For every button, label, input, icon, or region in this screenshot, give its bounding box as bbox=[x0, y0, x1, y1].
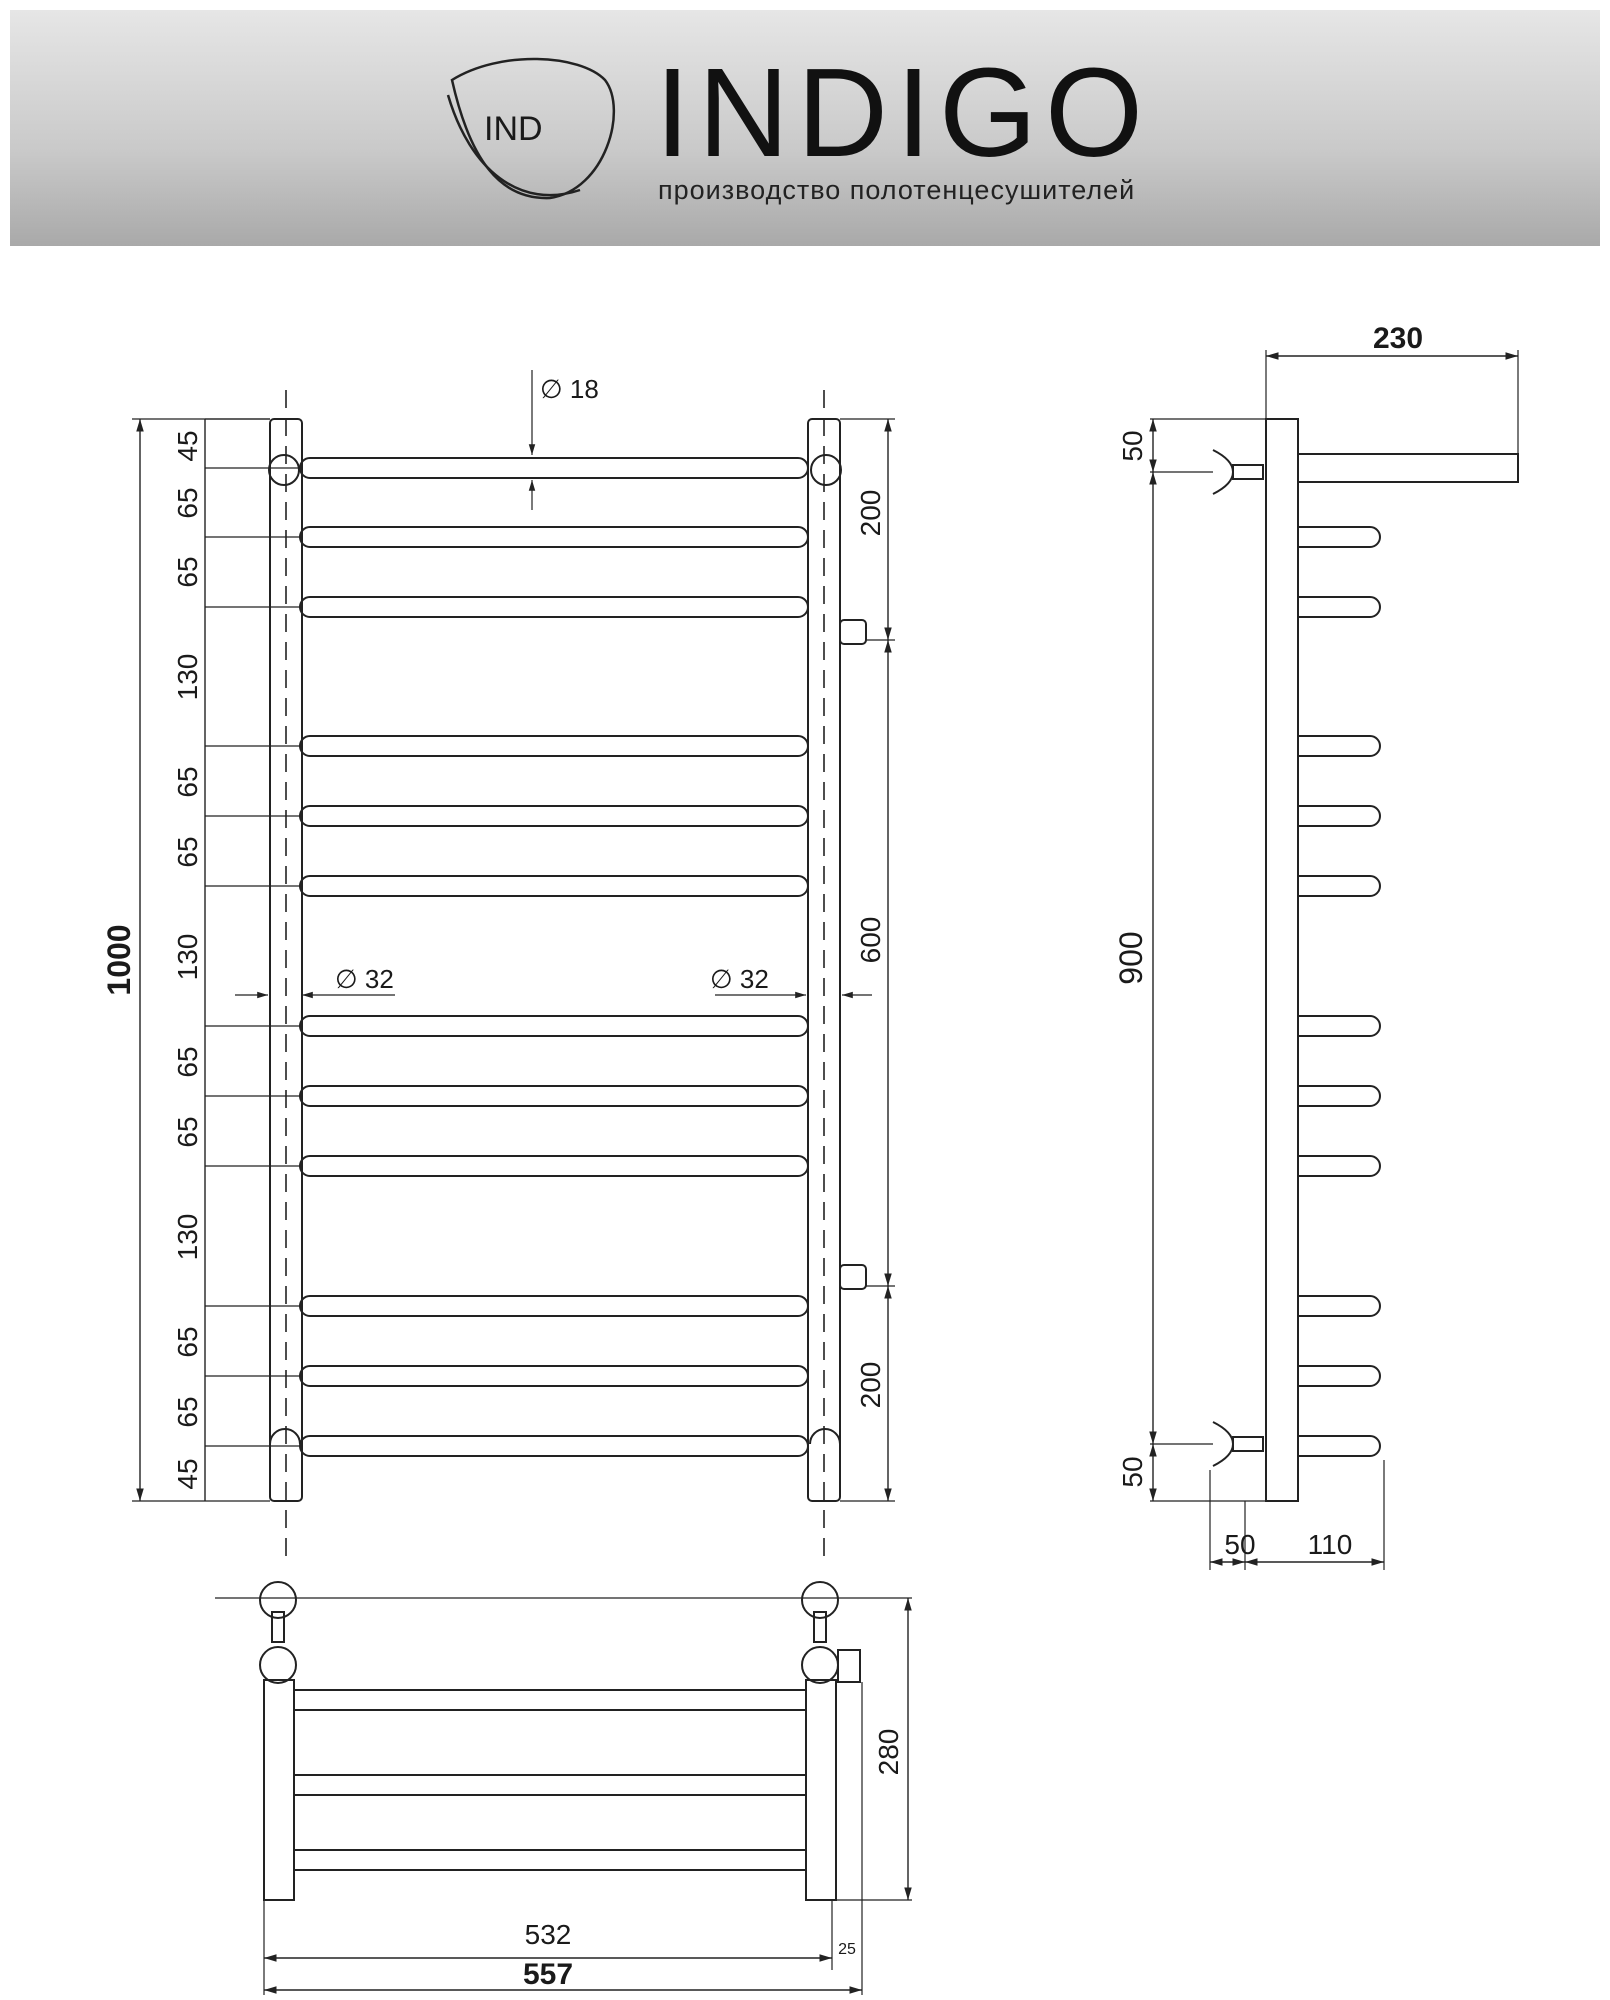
top-view-rail bbox=[294, 1690, 806, 1710]
offset-bottom-label: 50 bbox=[1117, 1456, 1148, 1488]
front-view bbox=[132, 370, 895, 1560]
spacing-label: 65 bbox=[172, 1396, 203, 1428]
rail-diameter-label: ∅ 18 bbox=[540, 374, 599, 404]
top-view-post-left bbox=[264, 1680, 294, 1900]
rail bbox=[300, 1296, 808, 1316]
spacing-label: 65 bbox=[172, 836, 203, 868]
rail bbox=[300, 1366, 808, 1386]
connection-top-label: 200 bbox=[855, 489, 886, 537]
rail-depth-label: 110 bbox=[1307, 1529, 1353, 1560]
wall-bracket bbox=[1213, 450, 1263, 1466]
depth-total-label: 230 bbox=[1372, 322, 1424, 355]
rail bbox=[300, 876, 808, 896]
rail bbox=[300, 597, 808, 617]
connection-bottom-label: 200 bbox=[855, 1361, 886, 1409]
top-view-labels bbox=[523, 1729, 904, 1991]
spacing-label: 65 bbox=[172, 766, 203, 798]
top-view-rail bbox=[294, 1850, 806, 1870]
logo-monogram: IND bbox=[484, 110, 543, 148]
top-height-label: 280 bbox=[873, 1728, 904, 1776]
rail bbox=[300, 1086, 808, 1106]
spacing-label: 65 bbox=[172, 1046, 203, 1078]
spacing-label: 65 bbox=[172, 556, 203, 588]
side-post bbox=[1266, 419, 1298, 1501]
width-total-label: 557 bbox=[522, 1958, 574, 1991]
side-rails bbox=[1298, 527, 1380, 1456]
spacing-label: 65 bbox=[172, 1326, 203, 1358]
spacing-label: 45 bbox=[172, 430, 203, 462]
connection-middle-label: 600 bbox=[855, 916, 886, 964]
brand-tagline: производство полотенцесушителей bbox=[658, 175, 1136, 205]
rail bbox=[300, 527, 808, 547]
connection-fitting bbox=[840, 620, 866, 644]
spacing-label: 45 bbox=[172, 1458, 203, 1490]
mount-circle bbox=[811, 455, 841, 485]
side-view bbox=[1150, 350, 1518, 1570]
height-mount-label: 900 bbox=[1113, 931, 1149, 985]
spacing-label: 130 bbox=[172, 1213, 203, 1261]
post-offset-label: 25 bbox=[838, 1941, 856, 1958]
spacing-label: 130 bbox=[172, 653, 203, 701]
rail bbox=[300, 1156, 808, 1176]
rails bbox=[300, 458, 808, 1456]
total-height-label: 1000 bbox=[101, 924, 137, 996]
post-diameter-right-label: ∅ 32 bbox=[710, 964, 769, 994]
front-view-labels bbox=[101, 374, 886, 1490]
spacing-label: 130 bbox=[172, 933, 203, 981]
rail bbox=[300, 736, 808, 756]
brand-name: INDIGO bbox=[655, 42, 1152, 183]
mount-circle bbox=[810, 1429, 840, 1444]
mount-circle bbox=[270, 1429, 300, 1444]
top-shelf-rail bbox=[1298, 454, 1518, 482]
rail bbox=[300, 806, 808, 826]
connection-fitting bbox=[840, 1265, 866, 1289]
post-diameter-left-label: ∅ 32 bbox=[335, 964, 394, 994]
rail bbox=[300, 458, 808, 478]
offset-top-label: 50 bbox=[1117, 430, 1148, 462]
side-view-labels bbox=[1113, 322, 1423, 1560]
wall-gap-label: 50 bbox=[1224, 1529, 1256, 1560]
spacing-label: 65 bbox=[172, 1116, 203, 1148]
rail bbox=[300, 1436, 808, 1456]
top-view-post-right bbox=[806, 1680, 836, 1900]
spacing-label: 65 bbox=[172, 487, 203, 519]
width-inner-label: 532 bbox=[524, 1919, 572, 1950]
top-view-rail bbox=[294, 1775, 806, 1795]
mount-circle bbox=[269, 455, 299, 485]
rail bbox=[300, 1016, 808, 1036]
